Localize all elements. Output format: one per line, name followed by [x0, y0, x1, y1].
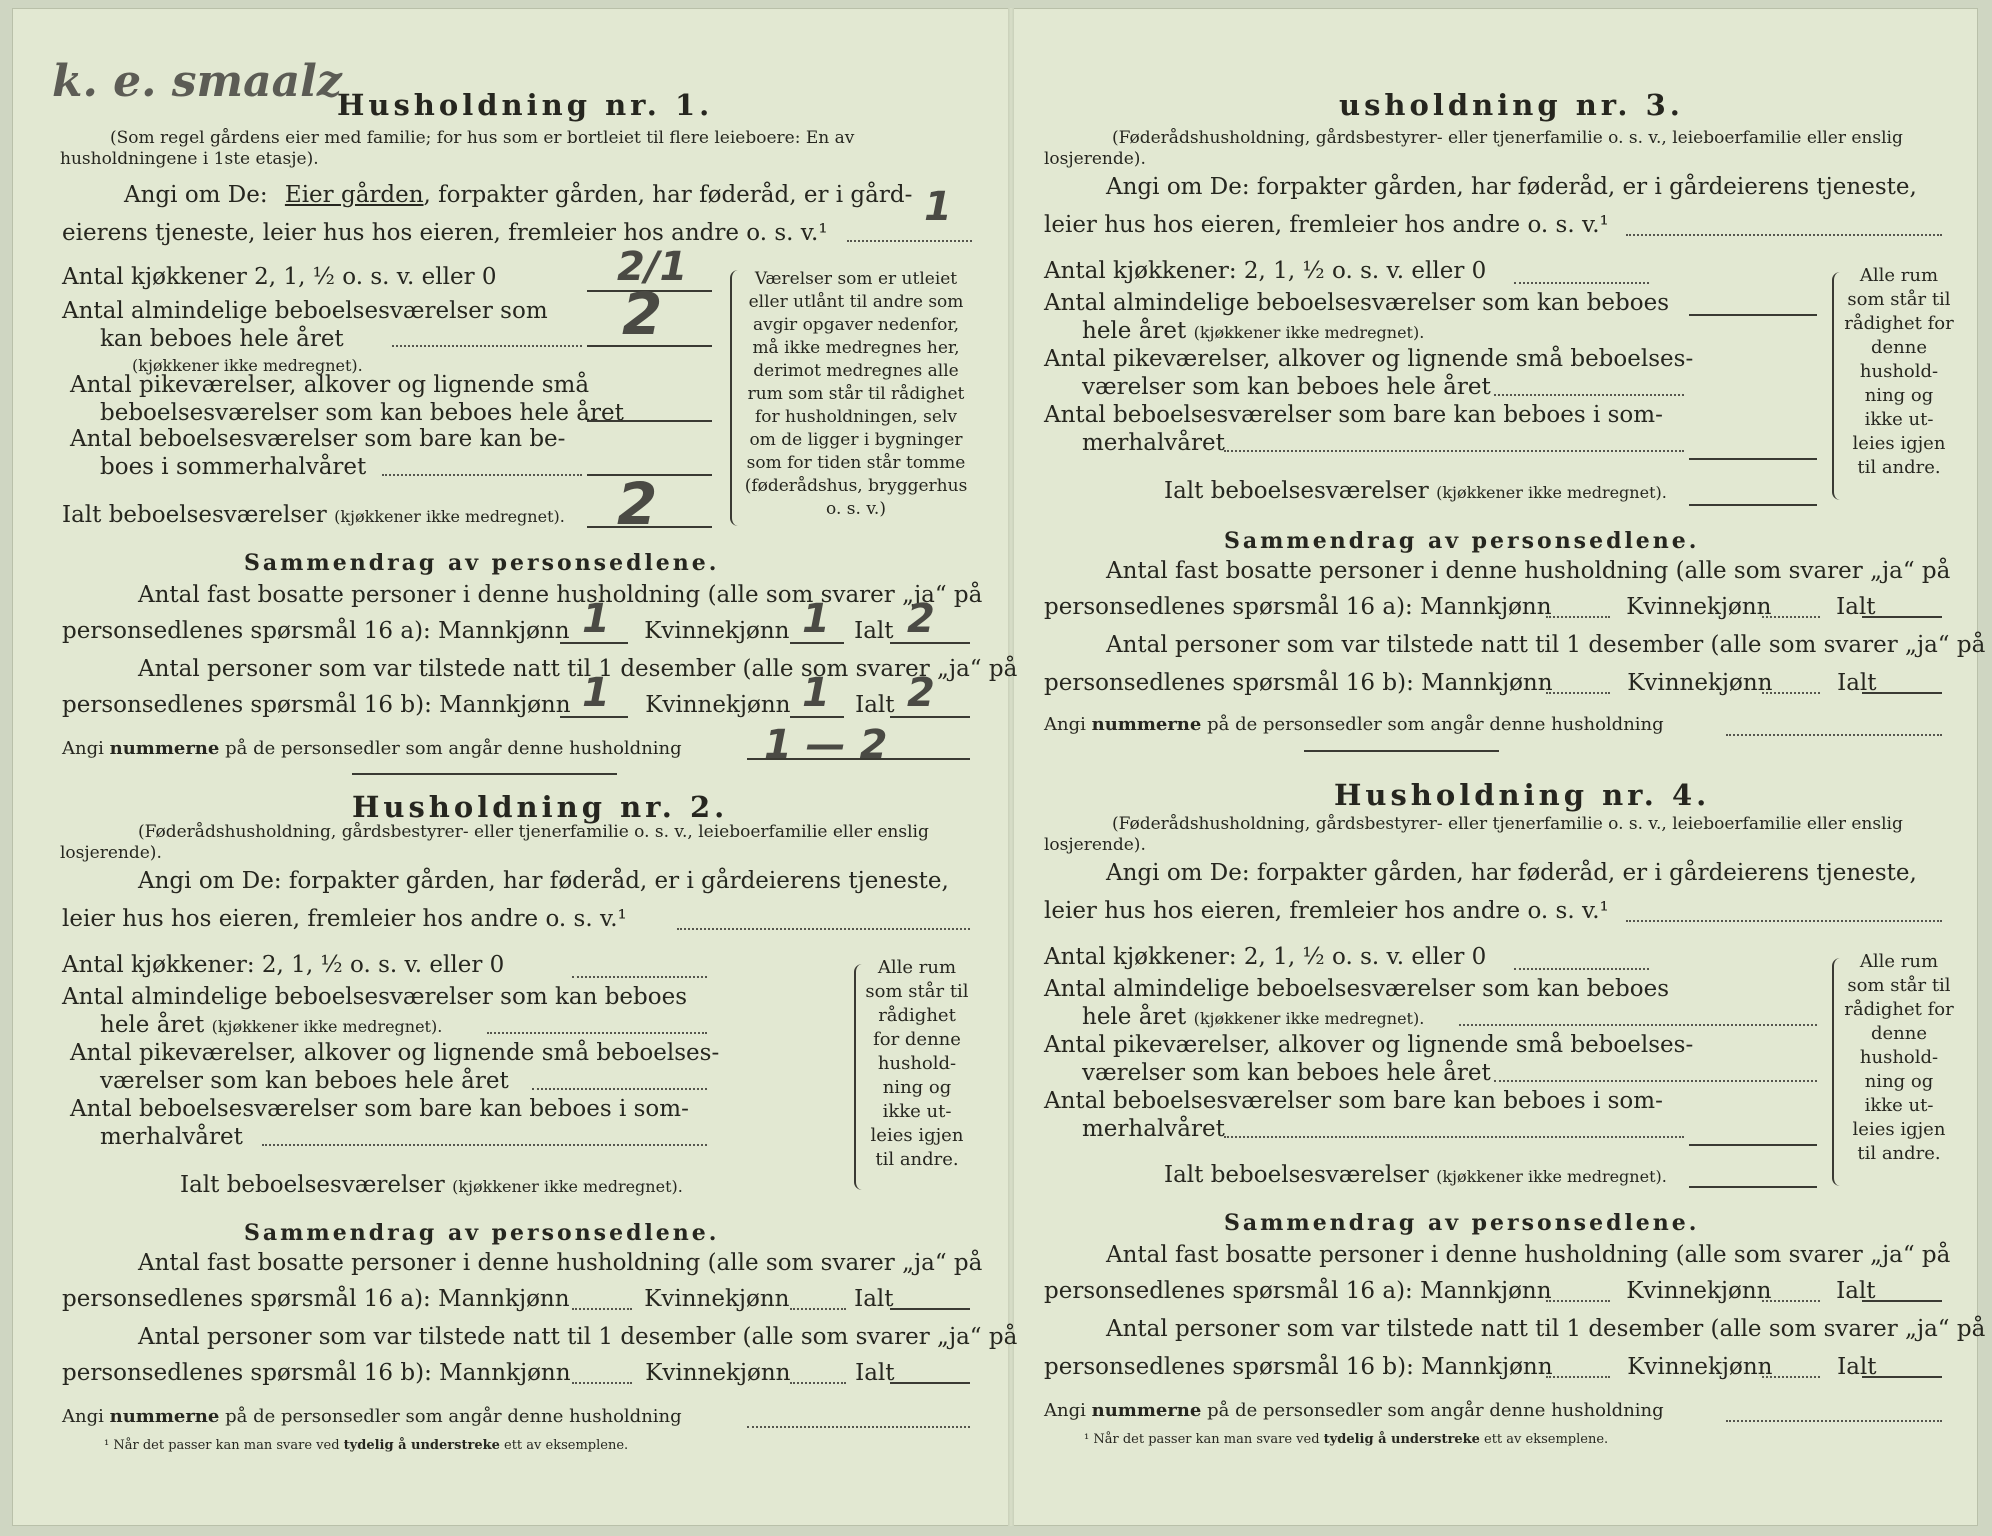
household-2-summer-2: merhalvåret: [100, 1124, 243, 1150]
household-1-rooms-3: (kjøkkener ikke medregnet).: [132, 356, 363, 375]
handwritten-res-total: 2: [907, 596, 935, 642]
household-3-angi-line[interactable]: [1626, 234, 1942, 236]
household-4-title: Husholdning nr. 4.: [1334, 778, 1711, 812]
handwritten-rooms: 2: [622, 280, 663, 348]
h3-res-male-label: personsedlenes spørsmål 16 a): Mannkjønn: [1044, 594, 1552, 620]
household-2-summer-1: Antal beboelsesværelser som bare kan beboes i som-: [70, 1096, 689, 1122]
handwritten-total: 2: [617, 470, 658, 538]
household-1-small-line[interactable]: [587, 420, 712, 422]
household-3-res-2: [1044, 594, 1876, 620]
footnote-b: tydelig å understreke: [1323, 1432, 1480, 1447]
household-4-total-line[interactable]: [1689, 1186, 1817, 1188]
h4-pres-total-label: Ialt: [1837, 1354, 1877, 1380]
household-4-kitchens-line[interactable]: [1514, 968, 1649, 970]
household-4-summer-line-2[interactable]: [1689, 1144, 1817, 1146]
household-3-res-1: Antal fast bosatte personer i denne husholdning (alle som svarer „ja“ på: [1106, 558, 1951, 584]
household-2-note: (Føderådshusholdning, gårdsbestyrer- eller tjenerfamilie o. s. v., leieboerfamilie eller enslig losjerende).: [60, 822, 929, 863]
household-1-small-2: beboelsesværelser som kan beboes hele året: [100, 400, 624, 426]
household-1-note: (Som regel gårdens eier med familie; for hus som er bortleiet til flere leieboere: En av husholdningene i 1ste etasje).: [60, 128, 855, 169]
angi-rest: , forpakter gården, har føderåd, er i gård-: [423, 182, 913, 208]
household-1-angi-dots: [847, 240, 972, 242]
household-3-rooms-line[interactable]: [1689, 314, 1817, 316]
h2-pres-total-label: Ialt: [855, 1360, 895, 1386]
h3-rooms-paren: (kjøkkener ikke medregnet).: [1193, 323, 1425, 342]
household-1-side-note: Værelser som er utleiet eller utlånt til andre som avgir opgaver nedenfor, må ikke medregnes her, derimot medregnes alle rum som står til rådighet for husholdningen, selv om de ligger i bygninger som for tiden står tomme (føderådshus, bryggerhus o. s. v.): [744, 269, 968, 519]
household-2-side-note: Alle rum som står til rådighet for denne hushold-ning og ikke ut-leies igjen til andre.: [865, 957, 969, 1170]
h4-pres-female-label: Kvinnekjønn: [1627, 1354, 1773, 1380]
household-2-summer-line[interactable]: [262, 1144, 707, 1146]
household-2-kitchens-line[interactable]: [572, 976, 707, 978]
h3-total-label: Ialt beboelsesværelser: [1164, 478, 1429, 504]
household-1-total: [62, 502, 565, 528]
household-4-rooms-line[interactable]: [1459, 1024, 1817, 1026]
household-2-total: [180, 1172, 683, 1198]
h4-pres-total-line[interactable]: [1862, 1376, 1942, 1378]
household-4-summer-1: Antal beboelsesværelser som bare kan beboes i som-: [1044, 1088, 1663, 1114]
h3-nummer-b: nummerne: [1091, 714, 1202, 735]
household-2-rooms-2: [100, 1012, 442, 1038]
section-divider-2: [1304, 750, 1499, 752]
h3-nummer-c: på de personsedler som angår denne husholdning: [1207, 714, 1664, 735]
household-3-rooms-2: [1082, 318, 1424, 344]
handwritten-margin-note: k. e. smaalz: [52, 56, 342, 107]
household-2-summary-title: Sammendrag av personsedlene.: [244, 1220, 720, 1246]
household-2-rooms-1: Antal almindelige beboelsesværelser som kan beboes: [62, 984, 688, 1010]
left-footnote: [104, 1438, 628, 1453]
handwritten-pres-female: 1: [802, 670, 830, 716]
h3-pres-female-line[interactable]: [1762, 692, 1820, 694]
total-paren: (kjøkkener ikke medregnet).: [334, 507, 565, 526]
household-1-summer-1: Antal beboelsesværelser som bare kan be-: [70, 426, 566, 452]
h4-res-total-label: Ialt: [1836, 1278, 1876, 1304]
h4-pres-male-label: personsedlenes spørsmål 16 b): Mannkjønn: [1044, 1354, 1553, 1380]
angi-selected-option[interactable]: Eier gården: [284, 182, 424, 208]
household-2-small-2: værelser som kan beboes hele året: [100, 1068, 509, 1094]
household-1-angi-line-1: [124, 182, 912, 208]
household-2-title: Husholdning nr. 2.: [352, 790, 729, 824]
h2-total-label: Ialt beboelsesværelser: [180, 1172, 445, 1198]
handwritten-pres-total: 2: [907, 670, 935, 716]
res-male-label: personsedlenes spørsmål 16 a): Mannkjønn: [62, 618, 570, 644]
household-2-angi-1: Angi om De: forpakter gården, har føderåd, er i gårdeierens tjeneste,: [138, 868, 949, 894]
h3-pres-male-label: personsedlenes spørsmål 16 b): Mannkjønn: [1044, 670, 1553, 696]
h2-res-total-line[interactable]: [890, 1308, 970, 1310]
h2-res-female-label: Kvinnekjønn: [644, 1286, 790, 1312]
household-4-res-2: [1044, 1278, 1876, 1304]
h4-total-paren: (kjøkkener ikke medregnet).: [1436, 1167, 1667, 1186]
household-3-small-2: værelser som kan beboes hele året: [1082, 374, 1491, 400]
pres-male-line[interactable]: [560, 716, 628, 718]
h4-rooms-2-text: hele året: [1082, 1004, 1187, 1030]
h4-total-label: Ialt beboelsesværelser: [1164, 1162, 1429, 1188]
h3-rooms-2-text: hele året: [1082, 318, 1187, 344]
h4-nummer-b: nummerne: [1091, 1400, 1202, 1421]
handwritten-pres-male: 1: [582, 670, 610, 716]
h2-pres-female-label: Kvinnekjønn: [645, 1360, 791, 1386]
res-female-label: Kvinnekjønn: [644, 618, 790, 644]
household-1-nummer: [62, 738, 682, 759]
nummer-b: nummerne: [109, 738, 220, 759]
right-page: [1014, 8, 1986, 1526]
total-label: Ialt beboelsesværelser: [62, 502, 327, 528]
household-3-note: (Føderådshusholdning, gårdsbestyrer- eller tjenerfamilie o. s. v., leieboerfamilie eller enslig losjerende).: [1044, 128, 1903, 169]
household-3-nummer: [1044, 714, 1664, 735]
household-3-summer-line-2[interactable]: [1689, 458, 1817, 460]
household-3-kitchens-line[interactable]: [1514, 282, 1649, 284]
household-3-summer-1: Antal beboelsesværelser som bare kan beboes i som-: [1044, 402, 1663, 428]
h2-pres-total-line[interactable]: [890, 1382, 970, 1384]
household-3-small-line[interactable]: [1494, 394, 1684, 396]
household-2-res-1: Antal fast bosatte personer i denne husholdning (alle som svarer „ja“ på: [138, 1250, 983, 1276]
h4-pres-female-line[interactable]: [1762, 1376, 1820, 1378]
household-1-res-1: Antal fast bosatte personer i denne husholdning (alle som svarer „ja“ på: [138, 582, 983, 608]
h4-res-male-line[interactable]: [1546, 1300, 1610, 1302]
footnote-c: ett av eksemplene.: [504, 1438, 629, 1453]
household-1-small-1: Antal pikeværelser, alkover og lignende små: [70, 372, 590, 398]
pres-male-label: personsedlenes spørsmål 16 b): Mannkjønn: [62, 692, 571, 718]
footnote-a: ¹ Når det passer kan man svare ved: [1084, 1432, 1320, 1447]
household-1-angi-line-2: eierens tjeneste, leier hus hos eieren, fremleier hos andre o. s. v.¹: [62, 220, 828, 246]
household-2-nummer-line[interactable]: [747, 1426, 970, 1428]
res-total-label: Ialt: [854, 618, 894, 644]
handwritten-nummer: 1 — 2: [764, 722, 888, 768]
household-4-angi-2: leier hus hos eieren, fremleier hos andre o. s. v.¹: [1044, 898, 1609, 924]
res-female-line[interactable]: [790, 642, 844, 644]
household-1-res-2: [62, 618, 894, 644]
summer-dots: [382, 474, 582, 476]
household-4-rooms-2: [1082, 1004, 1424, 1030]
h2-total-paren: (kjøkkener ikke medregnet).: [452, 1177, 683, 1196]
household-4-res-1: Antal fast bosatte personer i denne husholdning (alle som svarer „ja“ på: [1106, 1242, 1951, 1268]
section-divider-1: [352, 773, 617, 775]
household-4-kitchens: Antal kjøkkener: 2, 1, ½ o. s. v. eller 0: [1044, 944, 1487, 970]
household-3-brace: [1832, 272, 1844, 500]
household-3-summary-title: Sammendrag av personsedlene.: [1224, 528, 1700, 554]
nummer-c: på de personsedler som angår denne husholdning: [225, 738, 682, 759]
h2-pres-male-label: personsedlenes spørsmål 16 b): Mannkjønn: [62, 1360, 571, 1386]
household-3-total-line[interactable]: [1689, 504, 1817, 506]
h4-res-total-line[interactable]: [1862, 1300, 1942, 1302]
household-2-angi-dots[interactable]: [677, 928, 970, 930]
rooms-dots: [392, 345, 582, 347]
household-2-small-1: Antal pikeværelser, alkover og lignende små beboelses-: [70, 1040, 720, 1066]
household-3-side-note: Alle rum som står til rådighet for denne hushold-ning og ikke ut-leies igjen til andre.: [1844, 265, 1954, 478]
rooms-2-text: hele året: [100, 1012, 205, 1038]
household-3-summer-2: merhalvåret: [1082, 430, 1225, 456]
h2-res-female-line[interactable]: [790, 1308, 846, 1310]
household-1-summer-2: boes i sommerhalvåret: [100, 454, 367, 480]
household-3-title: usholdning nr. 3.: [1339, 88, 1684, 122]
footnote-a: ¹ Når det passer kan man svare ved: [104, 1438, 340, 1453]
h4-nummer-c: på de personsedler som angår denne husholdning: [1207, 1400, 1664, 1421]
h3-pres-total-label: Ialt: [1837, 670, 1877, 696]
right-footnote: [1084, 1432, 1608, 1447]
h3-nummer-a: Angi: [1044, 714, 1086, 735]
household-2-small-line[interactable]: [532, 1088, 707, 1090]
angi-label: Angi om De:: [124, 182, 268, 208]
household-1-pres-1: Antal personer som var tilstede natt til 1 desember (alle som svarer „ja“ på: [138, 656, 1018, 682]
rooms-2-paren: (kjøkkener ikke medregnet).: [211, 1017, 443, 1036]
res-total-line[interactable]: [890, 642, 970, 644]
h3-res-total-label: Ialt: [1836, 594, 1876, 620]
h2-nummer-a: Angi: [62, 1406, 104, 1427]
h3-res-male-line[interactable]: [1546, 616, 1610, 618]
h3-res-female-label: Kvinnekjønn: [1626, 594, 1772, 620]
household-1-rooms-2: kan beboes hele året: [100, 326, 344, 352]
household-2-rooms-line[interactable]: [487, 1032, 707, 1034]
h2-nummer-c: på de personsedler som angår denne husholdning: [225, 1406, 682, 1427]
household-3-summer-line[interactable]: [1224, 450, 1684, 452]
handwritten-kitchens: 2/1: [617, 244, 688, 290]
handwritten-res-male: 1: [582, 596, 610, 642]
household-3-angi-1: Angi om De: forpakter gården, har føderåd, er i gårdeierens tjeneste,: [1106, 174, 1917, 200]
footnote-b: tydelig å understreke: [343, 1438, 500, 1453]
household-2-pres-2: [62, 1360, 895, 1386]
h3-res-total-line[interactable]: [1862, 616, 1942, 618]
h3-pres-total-line[interactable]: [1862, 692, 1942, 694]
handwritten-mark: 1: [924, 184, 952, 230]
household-4-rooms-1: Antal almindelige beboelsesværelser som kan beboes: [1044, 976, 1670, 1002]
household-1-kitchens: Antal kjøkkener 2, 1, ½ o. s. v. eller 0: [62, 264, 497, 290]
h4-res-female-line[interactable]: [1762, 1300, 1820, 1302]
pres-female-line[interactable]: [790, 716, 844, 718]
footnote-c: ett av eksemplene.: [1484, 1432, 1609, 1447]
household-3-rooms-1: Antal almindelige beboelsesværelser som kan beboes: [1044, 290, 1670, 316]
household-3-kitchens: Antal kjøkkener: 2, 1, ½ o. s. v. eller 0: [1044, 258, 1487, 284]
h2-nummer-b: nummerne: [109, 1406, 220, 1427]
household-4-pres-1: Antal personer som var tilstede natt til 1 desember (alle som svarer „ja“ på: [1106, 1316, 1986, 1342]
h3-pres-female-label: Kvinnekjønn: [1627, 670, 1773, 696]
household-4-angi-1: Angi om De: forpakter gården, har føderåd, er i gårdeierens tjeneste,: [1106, 860, 1917, 886]
h3-pres-male-line[interactable]: [1546, 692, 1610, 694]
household-4-total: [1164, 1162, 1667, 1188]
household-4-small-2: værelser som kan beboes hele året: [1082, 1060, 1491, 1086]
h2-res-male-label: personsedlenes spørsmål 16 a): Mannkjønn: [62, 1286, 570, 1312]
household-4-note: (Føderådshusholdning, gårdsbestyrer- eller tjenerfamilie o. s. v., leieboerfamilie eller enslig losjerende).: [1044, 814, 1903, 855]
household-1-summary-title: Sammendrag av personsedlene.: [244, 550, 720, 576]
household-4-brace: [1832, 958, 1844, 1186]
household-3-angi-2: leier hus hos eieren, fremleier hos andre o. s. v.¹: [1044, 212, 1609, 238]
household-4-angi-line[interactable]: [1626, 920, 1942, 922]
h4-nummer-a: Angi: [1044, 1400, 1086, 1421]
household-4-nummer-line[interactable]: [1726, 1420, 1942, 1422]
h2-res-male-line[interactable]: [572, 1308, 632, 1310]
household-3-small-1: Antal pikeværelser, alkover og lignende små beboelses-: [1044, 346, 1694, 372]
household-2-nummer: [62, 1406, 682, 1427]
h4-pres-male-line[interactable]: [1546, 1376, 1610, 1378]
h4-res-female-label: Kvinnekjønn: [1626, 1278, 1772, 1304]
household-4-side-note: Alle rum som står til rådighet for denne hushold-ning og ikke ut-leies igjen til andre.: [1844, 951, 1954, 1164]
household-4-summer-2: merhalvåret: [1082, 1116, 1225, 1142]
household-4-summary-title: Sammendrag av personsedlene.: [1224, 1210, 1700, 1236]
h2-pres-male-line[interactable]: [572, 1382, 632, 1384]
household-2-angi-2: leier hus hos eieren, fremleier hos andre o. s. v.¹: [62, 906, 627, 932]
household-4-nummer: [1044, 1400, 1664, 1421]
h3-total-paren: (kjøkkener ikke medregnet).: [1436, 483, 1667, 502]
household-1-title: Husholdning nr. 1.: [337, 88, 714, 122]
h3-res-female-line[interactable]: [1762, 616, 1820, 618]
h4-rooms-paren: (kjøkkener ikke medregnet).: [1193, 1009, 1425, 1028]
h4-res-male-label: personsedlenes spørsmål 16 a): Mannkjønn: [1044, 1278, 1552, 1304]
household-2-res-2: [62, 1286, 894, 1312]
household-4-pres-2: [1044, 1354, 1877, 1380]
household-3-nummer-line[interactable]: [1726, 734, 1942, 736]
household-2-kitchens: Antal kjøkkener: 2, 1, ½ o. s. v. eller 0: [62, 952, 505, 978]
household-3-total: [1164, 478, 1667, 504]
household-4-summer-line[interactable]: [1224, 1136, 1684, 1138]
census-form-sheet: [12, 8, 1986, 1526]
household-2-pres-1: Antal personer som var tilstede natt til 1 desember (alle som svarer „ja“ på: [138, 1324, 1018, 1350]
pres-female-label: Kvinnekjønn: [645, 692, 791, 718]
household-3-pres-1: Antal personer som var tilstede natt til 1 desember (alle som svarer „ja“ på: [1106, 632, 1986, 658]
household-3-pres-2: [1044, 670, 1877, 696]
household-4-small-1: Antal pikeværelser, alkover og lignende små beboelses-: [1044, 1032, 1694, 1058]
household-1-rooms-1: Antal almindelige beboelsesværelser som: [62, 298, 548, 324]
res-male-line[interactable]: [560, 642, 628, 644]
left-page: [12, 8, 1018, 1526]
handwritten-res-female: 1: [802, 596, 830, 642]
h2-pres-female-line[interactable]: [790, 1382, 846, 1384]
pres-total-line[interactable]: [890, 716, 970, 718]
household-1-pres-2: [62, 692, 895, 718]
h2-res-total-label: Ialt: [854, 1286, 894, 1312]
pres-total-label: Ialt: [855, 692, 895, 718]
household-4-small-line[interactable]: [1494, 1080, 1817, 1082]
nummer-a: Angi: [62, 738, 104, 759]
